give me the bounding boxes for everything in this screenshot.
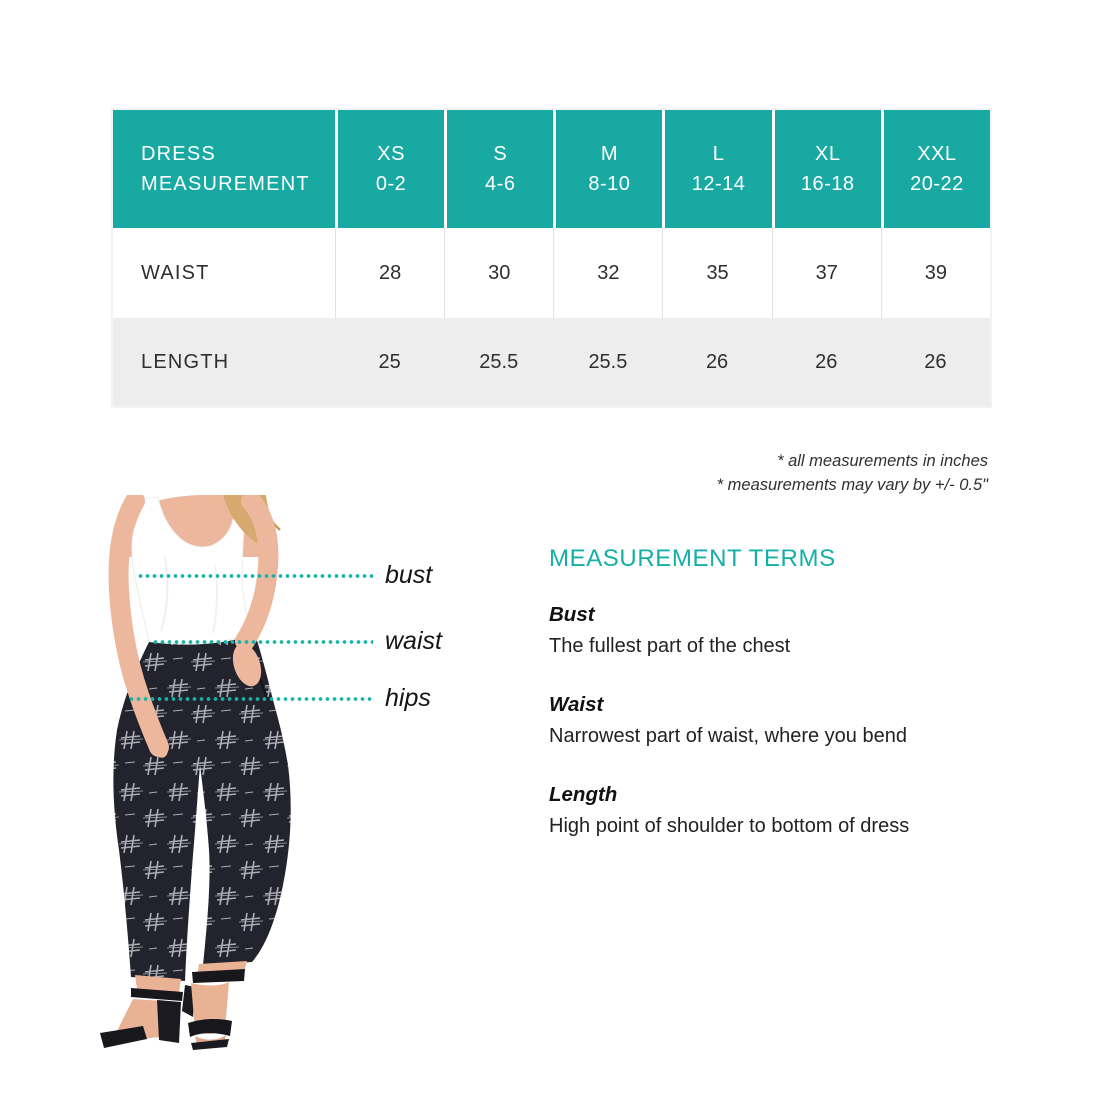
term-description: High point of shoulder to bottom of dress [549, 815, 910, 837]
col-header-m [553, 110, 662, 228]
left-shoe-heel [157, 1000, 181, 1043]
length-xs-value: 25 [335, 318, 444, 406]
waist-xxl-value: 39 [881, 228, 990, 318]
row-label-length: LENGTH [113, 318, 335, 406]
size-label: XL [815, 143, 841, 165]
hips-line-label: hips [385, 684, 431, 712]
size-range: 20-22 [910, 173, 964, 195]
measurement-terms-heading: MEASUREMENT TERMS [549, 545, 836, 572]
size-label: XS [377, 143, 405, 165]
term-description: Narrowest part of waist, where you bend [549, 725, 907, 747]
col-header-xxl [881, 110, 990, 228]
size-range: 16-18 [800, 173, 855, 195]
table-header-dress-measurement [113, 110, 335, 228]
size-label: S [493, 143, 508, 165]
col-header-l [662, 110, 771, 228]
term-description: The fullest part of the chest [549, 635, 791, 657]
length-l-value: 26 [662, 318, 771, 406]
right-shoe-toe-strap [188, 1019, 232, 1037]
waist-l-value: 35 [662, 228, 771, 318]
waist-m-value: 32 [553, 228, 662, 318]
size-label: M [600, 143, 618, 165]
length-xxl-value: 26 [881, 318, 990, 406]
bust-measure-line [137, 574, 373, 578]
waist-xs-value: 28 [335, 228, 444, 318]
bust-line-label: bust [385, 561, 433, 589]
measurement-terms-section [549, 544, 1029, 841]
size-chart-table [113, 110, 990, 406]
note-inches: * all measurements in inches [777, 452, 988, 470]
waist-line-label: waist [385, 627, 442, 655]
size-range: 0-2 [375, 173, 407, 195]
size-range: 12-14 [691, 173, 746, 195]
size-label: L [712, 143, 725, 165]
term-name: Bust [549, 603, 595, 626]
term-length [549, 782, 1029, 841]
row-label-waist: WAIST [113, 228, 335, 318]
term-waist [549, 692, 1029, 751]
col-header-xl [772, 110, 881, 228]
term-name: Waist [549, 693, 604, 716]
term-bust [549, 602, 1029, 661]
hips-measure-line [128, 697, 373, 701]
left-shoe-toe-strap [100, 1026, 147, 1048]
length-s-value: 25.5 [444, 318, 553, 406]
size-range: 4-6 [485, 173, 516, 195]
model-photo [95, 495, 355, 1055]
waist-measure-line [152, 640, 373, 644]
length-m-value: 25.5 [553, 318, 662, 406]
waist-s-value: 30 [444, 228, 553, 318]
length-xl-value: 26 [772, 318, 881, 406]
measurement-notes [717, 449, 988, 497]
table-header-label: DRESS MEASUREMENT [141, 143, 310, 195]
col-header-s [444, 110, 553, 228]
note-variance: * measurements may vary by +/- 0.5" [716, 476, 988, 494]
size-label: XXL [917, 143, 957, 165]
waist-xl-value: 37 [772, 228, 881, 318]
size-range: 8-10 [588, 173, 631, 195]
term-name: Length [549, 783, 618, 806]
col-header-xs [335, 110, 444, 228]
